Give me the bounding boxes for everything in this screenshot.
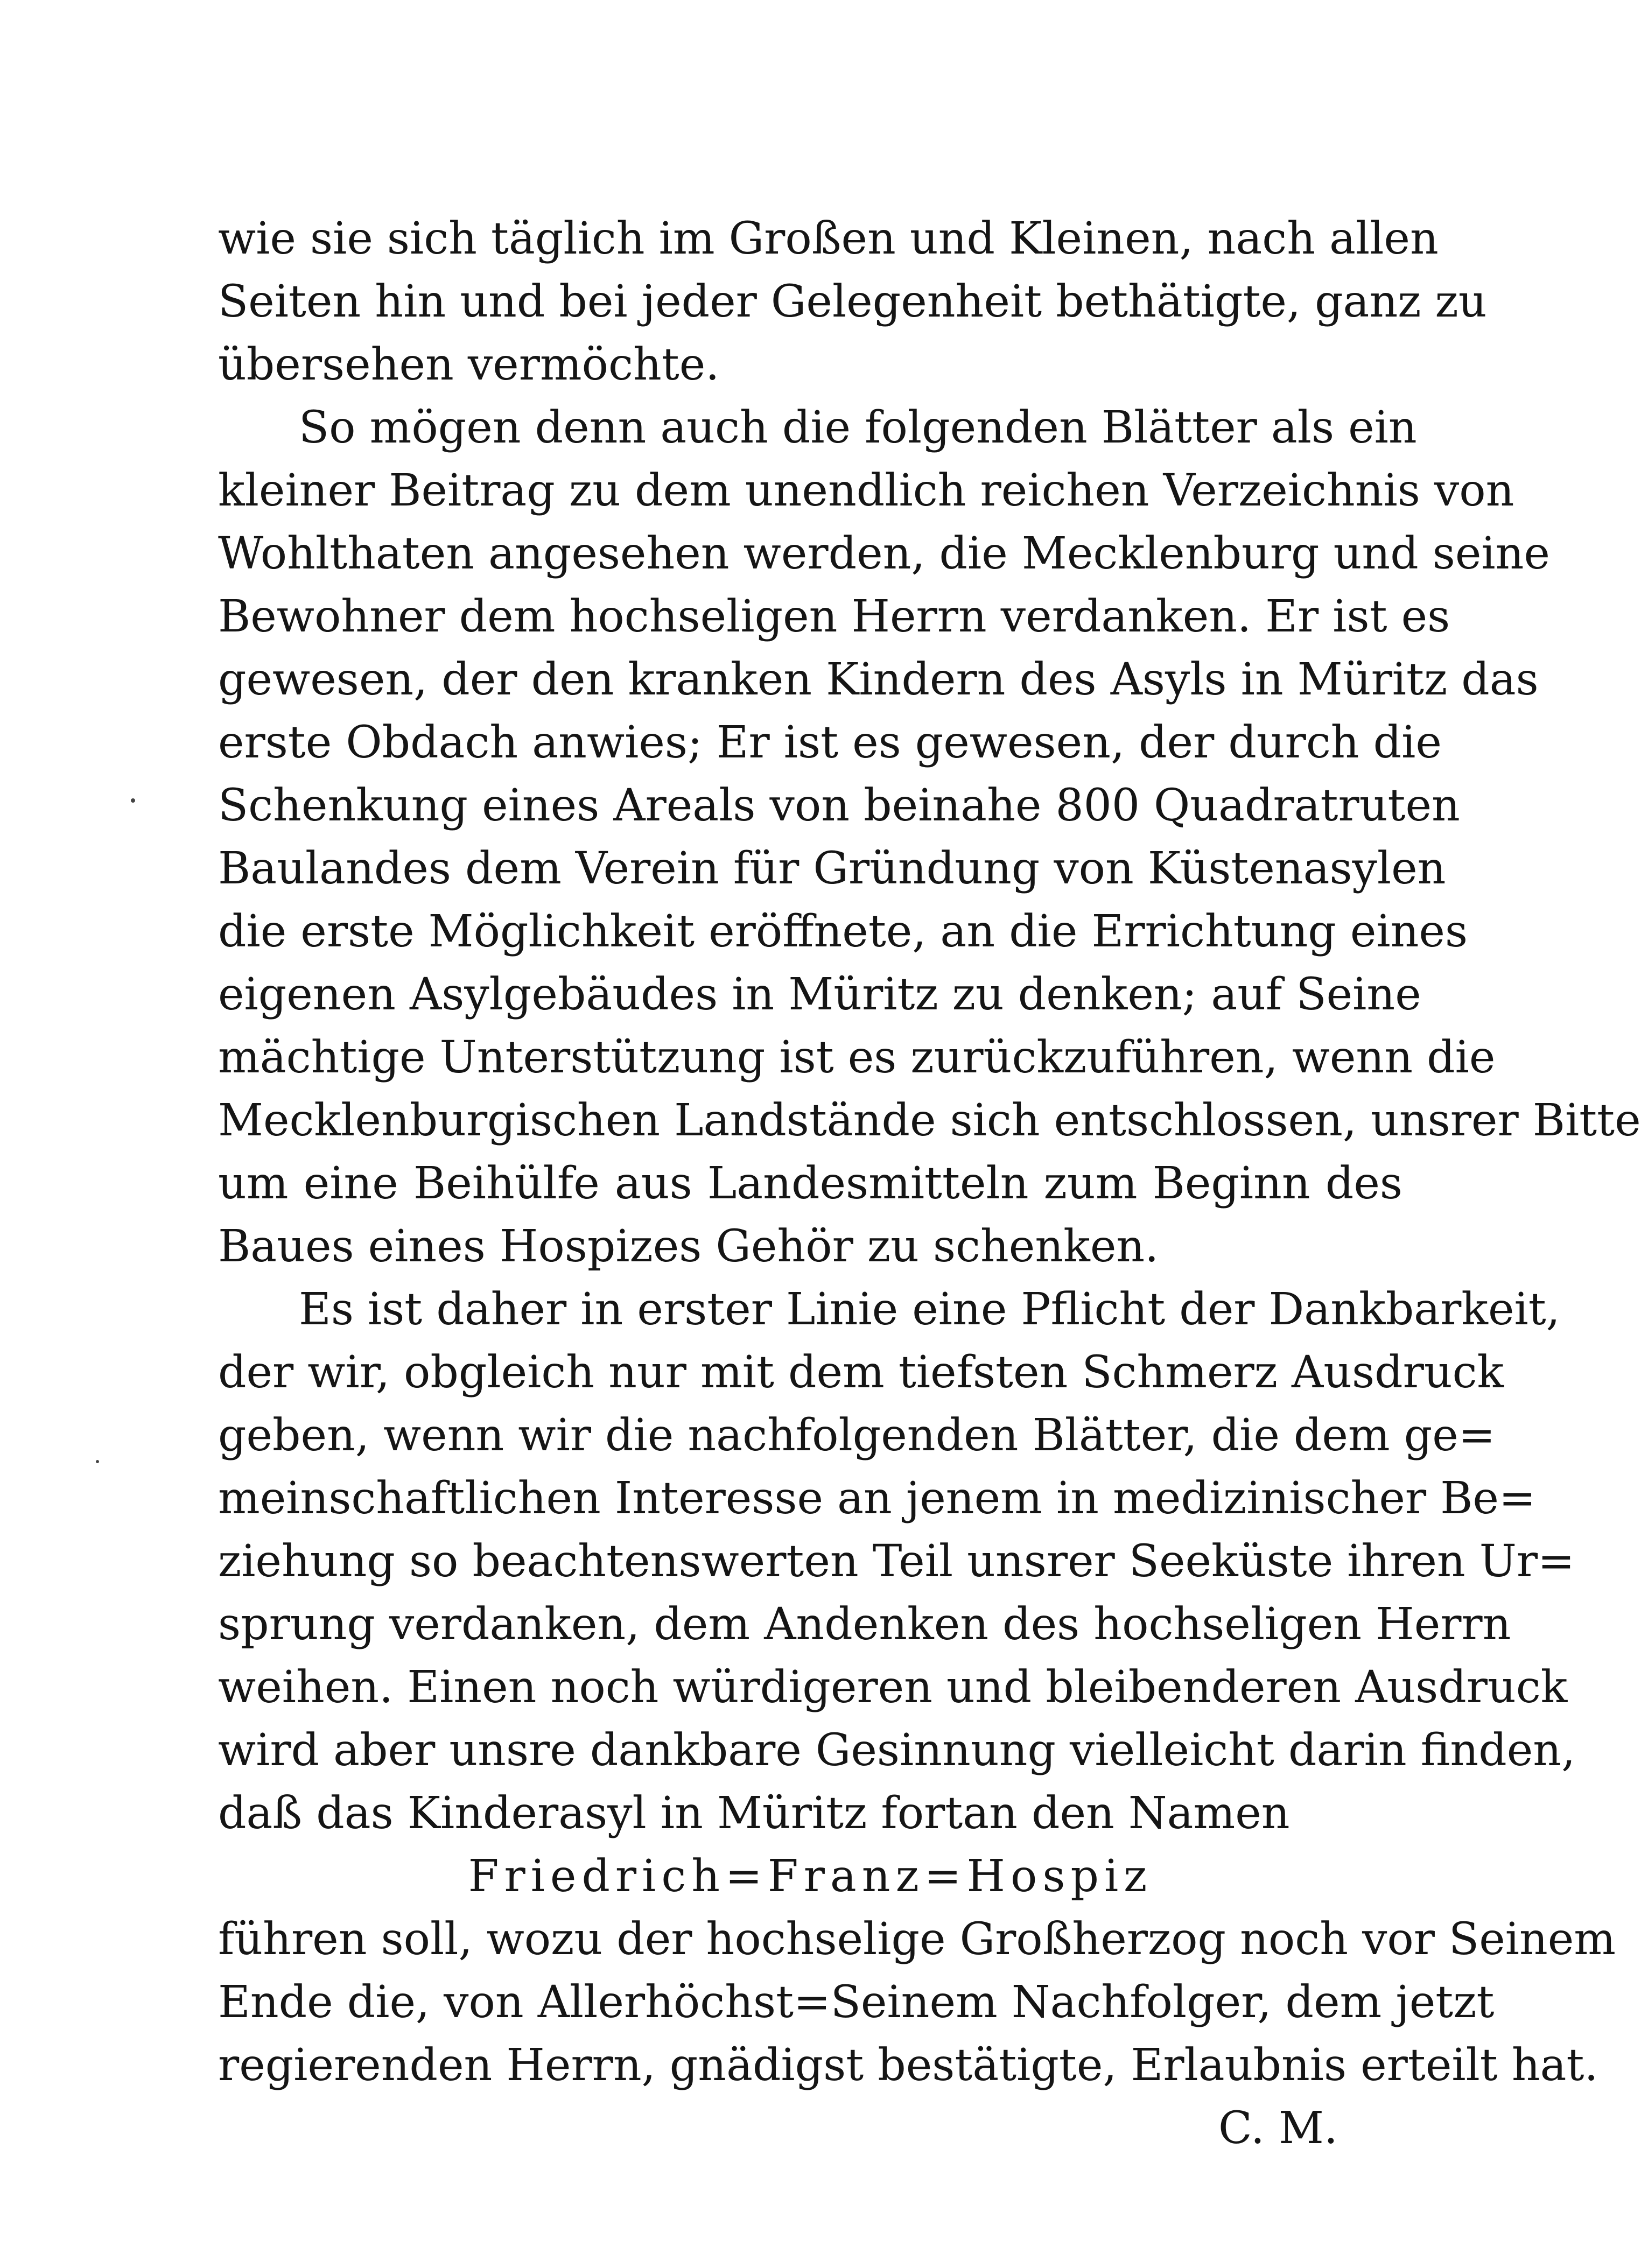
- text-line: weihen. Einen noch würdigeren und bleibenderen Ausdruck: [218, 1662, 1568, 1713]
- text-line: mächtige Unterstützung ist es zurückzuführen, wenn die: [218, 1032, 1496, 1083]
- text-line: eigenen Asylgebäudes in Müritz zu denken; auf Seine: [218, 969, 1421, 1020]
- text-line: Ende die, von Allerhöchst=Seinem Nachfolger, dem jetzt: [218, 1977, 1495, 2028]
- text-line: erste Obdach anwies; Er ist es gewesen, der durch die: [218, 717, 1442, 768]
- text-line: regierenden Herrn, gnädigst bestätigte, Erlaubnis erteilt hat.: [218, 2040, 1598, 2091]
- text-line: geben, wenn wir die nachfolgenden Blätter, die dem ge=: [218, 1410, 1496, 1461]
- text-line: sprung verdanken, dem Andenken des hochseligen Herrn: [218, 1599, 1511, 1650]
- text-body: [218, 207, 1641, 2160]
- scan-speck: [96, 1460, 99, 1463]
- text-line: So mögen denn auch die folgenden Blätter als ein: [299, 402, 1417, 453]
- text-line: wird aber unsre dankbare Gesinnung vielleicht darin finden,: [218, 1725, 1576, 1776]
- text-line: Seiten hin und bei jeder Gelegenheit bethätigte, ganz zu: [218, 276, 1487, 327]
- text-line: ziehung so beachtenswerten Teil unsrer Seeküste ihren Ur=: [218, 1536, 1575, 1587]
- text-line: führen soll, wozu der hochselige Großherzog noch vor Seinem: [218, 1914, 1616, 1965]
- text-line: Baulandes dem Verein für Gründung von Küstenasylen: [218, 843, 1446, 894]
- text-line: wie sie sich täglich im Großen und Kleinen, nach allen: [218, 213, 1439, 264]
- text-line: gewesen, der den kranken Kindern des Asyls in Müritz das: [218, 654, 1539, 705]
- text-line: Wohlthaten angesehen werden, die Mecklenburg und seine: [218, 528, 1550, 579]
- text-line: Es ist daher in erster Linie eine Pflicht der Dankbarkeit,: [299, 1284, 1560, 1335]
- signature: C. M.: [1218, 2103, 1338, 2154]
- text-line: Baues eines Hospizes Gehör zu schenken.: [218, 1221, 1159, 1272]
- text-line: die erste Möglichkeit eröffnete, an die Errichtung eines: [218, 906, 1468, 957]
- text-line: kleiner Beitrag zu dem unendlich reichen Verzeichnis von: [218, 465, 1514, 516]
- text-line: meinschaftlichen Interesse an jenem in medizinischer Be=: [218, 1473, 1536, 1524]
- text-line: Mecklenburgischen Landstände sich entschlossen, unsrer Bitte: [218, 1095, 1641, 1146]
- text-line: daß das Kinderasyl in Müritz fortan den Namen: [218, 1788, 1290, 1839]
- text-line: Schenkung eines Areals von beinahe 800 Quadratruten: [218, 780, 1460, 831]
- text-line: der wir, obgleich nur mit dem tiefsten Schmerz Ausdruck: [218, 1347, 1504, 1398]
- text-line: Bewohner dem hochseligen Herrn verdanken. Er ist es: [218, 591, 1450, 642]
- text-line: übersehen vermöchte.: [218, 339, 720, 390]
- text-line: um eine Beihülfe aus Landesmitteln zum Beginn des: [218, 1158, 1402, 1209]
- scan-speck: [131, 798, 135, 803]
- hospice-name: Friedrich=Franz=Hospiz: [468, 1851, 1153, 1902]
